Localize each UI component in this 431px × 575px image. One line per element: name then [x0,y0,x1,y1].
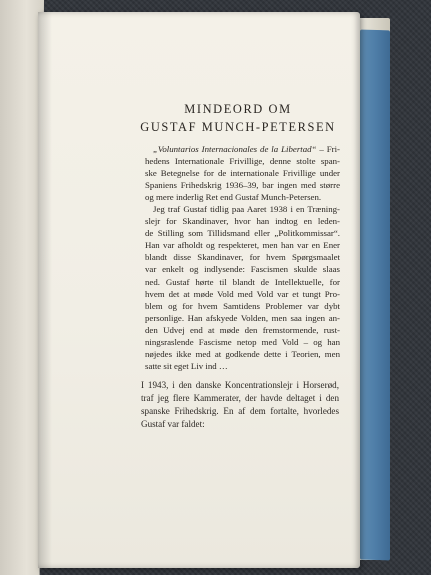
text-line [145,239,340,251]
text-line [145,348,340,360]
line-text: blandt disse Skandinaver, for hvem Spørgsmaalet [145,252,340,263]
text-line [141,379,339,392]
text-line [145,312,340,324]
line-text: ningsraslende Fascisme netop med Vold – og han [145,336,340,347]
text-line [141,405,339,418]
line-text: hvem det at møde Vold med Vold var et tungt Pro- [145,288,340,299]
line-text: ske Betegnelse for de internationale Frivillige under [145,168,340,179]
text-line [145,203,340,215]
book-page [38,12,360,568]
line-text: ned. Gustaf hørte til blandt de Intellektuelle, for [145,276,340,287]
line-text: spanske Frihedskrig. En af dem fortalte, hvorledes [141,405,339,416]
text-line [145,227,340,239]
text-line [141,418,339,431]
line-text: personlige. Han afskyede Volden, men saa ingen an- [145,312,340,323]
line-text: hedens Internationale Frivillige, denne stolte span- [145,156,340,167]
line-text: den Udvej end at møde den fremstormende, rust- [145,324,340,335]
text-line [145,179,340,191]
title-line-1: MINDEORD OM [184,102,292,116]
italic-phrase: „Voluntarios Internacionales de la Libertad“ [153,144,317,154]
line-text: satte sit eget Liv ind … [145,360,228,371]
text-line [145,263,340,275]
line-text: I 1943, i den danske Koncentrationslejr i Horserød, [141,380,339,390]
text-line [145,191,340,203]
text-line [145,167,340,179]
text-line [141,392,339,405]
text-line [145,251,340,263]
line-text: – Fri- [316,144,340,154]
line-text: Gustaf var faldet: [141,418,205,429]
line-text: de Stilling som Tillidsmand eller „Politkommissar“. [145,228,340,239]
paragraph-2 [141,379,339,431]
gutter-shadow [38,12,52,568]
title-line-2: GUSTAF MUNCH-PETERSEN [140,120,336,134]
line-text: traf jeg flere Kammerater, der havde deltaget i den [141,392,339,403]
text-line [145,360,340,372]
text-line [145,155,340,167]
text-line [145,143,340,155]
line-text: og mere inderlig Ret end Gustaf Munch-Petersen. [145,192,322,203]
line-text: var enkelt og indlysende: Fascismen skulde slaas [145,264,340,275]
text-line [145,336,340,348]
line-text: nøjedes ikke med at godkende dette i Teorien, men [145,348,340,359]
line-text: Jeg traf Gustaf tidlig paa Aaret 1938 i en Træning- [153,204,340,215]
text-line [145,276,340,288]
text-line [145,300,340,312]
line-text: Spaniens Frihedskrig 1936–39, bar ingen med større [145,180,340,191]
text-line [145,288,340,300]
line-text: slejr for Skandinaver, hvor han indtog en leden- [145,216,340,227]
text-line [145,215,340,227]
text-line [145,324,340,336]
book-cover-blue [360,30,390,561]
paragraph-1 [145,143,340,372]
line-text: Han var afholdt og respekteret, men han var en Ener [145,240,340,251]
line-text: blem og for hvem Samtidens Problemer var dybt [145,300,340,311]
